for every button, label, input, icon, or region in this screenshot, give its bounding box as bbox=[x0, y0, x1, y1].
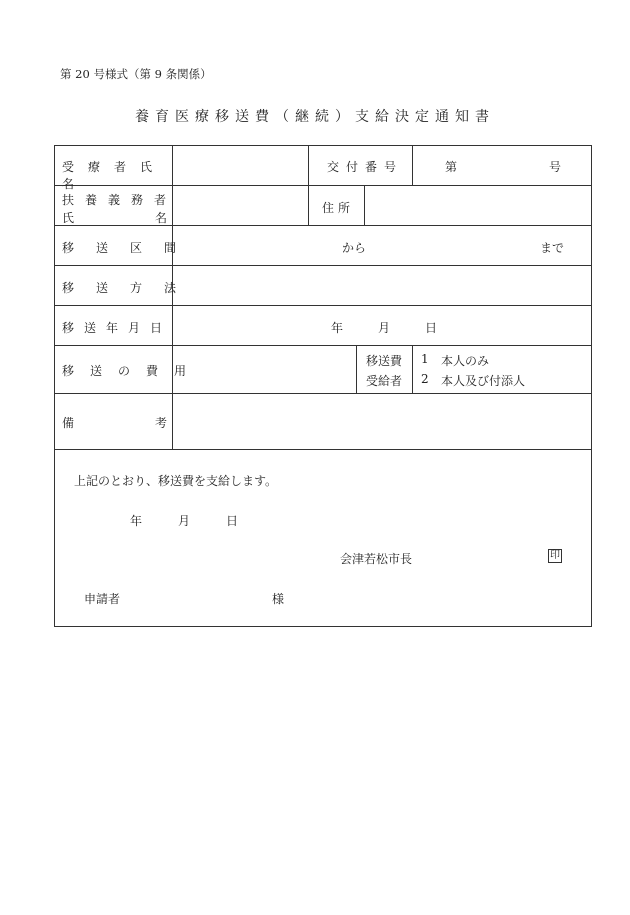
section-to: まで bbox=[540, 241, 565, 255]
row-divider bbox=[54, 225, 592, 226]
remarks-label-a: 備 bbox=[62, 416, 75, 430]
issuer-name: 会津若松市長 bbox=[340, 552, 413, 566]
date-label: 移送年月日 bbox=[62, 321, 173, 335]
issue-number-prefix: 第 bbox=[445, 160, 458, 174]
column-divider bbox=[364, 185, 365, 225]
guardian-label: 扶養義務者 bbox=[62, 193, 178, 207]
issue-number-label: 交付番号 bbox=[327, 160, 404, 174]
row-divider bbox=[54, 265, 592, 266]
issue-number-suffix: 号 bbox=[549, 160, 562, 174]
recipient-type-label-2: 受給者 bbox=[366, 374, 403, 388]
column-divider bbox=[412, 345, 413, 393]
seal-mark: 印 bbox=[550, 550, 560, 561]
option-1-text: 本人のみ bbox=[441, 354, 490, 368]
notice-month: 月 bbox=[178, 514, 191, 528]
row-divider bbox=[54, 393, 592, 394]
option-2-text: 本人及び付添人 bbox=[441, 374, 526, 388]
section-label: 移送区間 bbox=[62, 241, 199, 255]
address-label: 住所 bbox=[322, 201, 355, 215]
remarks-label-b: 考 bbox=[155, 416, 168, 430]
recipient-type-label-1: 移送費 bbox=[366, 354, 403, 368]
applicant-suffix: 様 bbox=[272, 592, 285, 606]
section-from: から bbox=[342, 241, 367, 255]
document-title: 養育医療移送費（継続）支給決定通知書 bbox=[135, 109, 495, 125]
applicant-label: 申請者 bbox=[84, 592, 121, 606]
column-divider bbox=[308, 145, 309, 225]
method-label: 移送方法 bbox=[62, 281, 199, 295]
column-divider bbox=[412, 145, 413, 185]
date-month: 月 bbox=[378, 321, 391, 335]
notice-year: 年 bbox=[130, 514, 143, 528]
column-divider bbox=[356, 345, 357, 393]
row-divider bbox=[54, 345, 592, 346]
form-number: 第 20 号様式（第 9 条関係） bbox=[60, 67, 212, 81]
guardian-label-2b: 名 bbox=[155, 211, 168, 225]
row-divider bbox=[54, 305, 592, 306]
option-2-number: 2 bbox=[421, 372, 429, 386]
date-day: 日 bbox=[425, 321, 438, 335]
guardian-label-2a: 氏 bbox=[62, 211, 75, 225]
row-divider bbox=[54, 449, 592, 450]
recipient-name-label: 受療者氏名 bbox=[62, 160, 167, 191]
cost-label: 移送の費用 bbox=[62, 364, 203, 378]
notice-text: 上記のとおり、移送費を支給します。 bbox=[74, 474, 278, 488]
notice-day: 日 bbox=[226, 514, 239, 528]
date-year: 年 bbox=[331, 321, 344, 335]
option-1-number: 1 bbox=[421, 352, 429, 366]
